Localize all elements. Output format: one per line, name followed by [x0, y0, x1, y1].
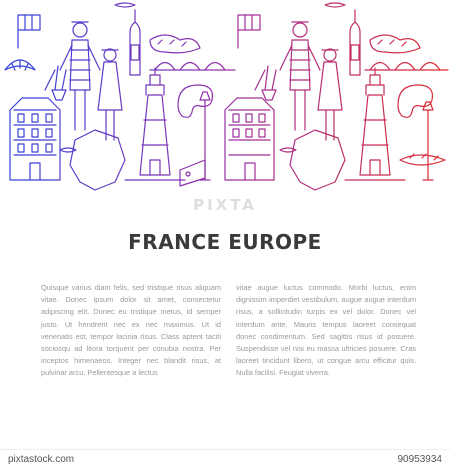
- site-name: pixtastock.com: [8, 454, 75, 465]
- france-map-icon: [290, 130, 345, 190]
- lamp-icon: [423, 102, 433, 180]
- building-icon: [225, 98, 274, 180]
- flag-icon: [238, 15, 260, 48]
- woman-figure-icon: [98, 49, 122, 140]
- body-text-right-column: [236, 282, 416, 380]
- building-icon: [10, 98, 60, 180]
- palette-icon: [398, 85, 432, 117]
- watermark: PIXTA: [193, 196, 257, 214]
- france-line-art-banner: [0, 0, 450, 200]
- palette-icon: [178, 85, 212, 117]
- body-text-left-column: [41, 282, 221, 380]
- lavender-icon: [255, 66, 276, 100]
- lighthouse-icon: [125, 68, 185, 180]
- baguette-icon: [150, 35, 200, 53]
- baguette-icon: [370, 35, 420, 53]
- mime-figure-icon: [60, 22, 100, 130]
- paragraph: vitae augue luctus commodo. Morbi luctus, enim dignissim imperdiet vestibulum, augue augue interdum risus, a sollicitudin turpis ex vel dolor. Donec vel interdum ante. Mauris tempus laoreet consequat donec condimentum. Sed sagittis risus id posuere. Suspendisse vel nisi eu massa ultricies posuere. Cras laoreet tincidunt libero, ut congue arcu efficitur quis. Nulla facilisi. Feugiat viverra.: [236, 283, 416, 378]
- croissant-icon: [5, 60, 35, 70]
- image-id: 90953934: [397, 454, 442, 465]
- lighthouse-icon: [345, 68, 405, 180]
- page-title: FRANCE EUROPE: [128, 230, 322, 254]
- woman-figure-icon: [318, 49, 342, 140]
- cheese-icon: [180, 160, 205, 186]
- france-map-icon: [70, 130, 125, 190]
- lavender-icon: [45, 66, 66, 100]
- footer-bar: [0, 449, 450, 469]
- flag-icon: [18, 15, 40, 48]
- paragraph: Quisque varius diam felis, sed tristique risus aliquam vitae. Donec ipsum dolor sit amet, consectetur adipiscing elit. Donec eu tristique metus, id semper justo. Ut hendrerit nec ex nec maximus. Ut id venenatis est, tempor lacinia risus. Class aptent taciti sociosqu ad litora torquent per conubia nostra. Per inceptos himenaeos. Integer nec blandit risus, at pulvinar arcu. Pellentesque a lectus: [41, 283, 221, 378]
- wine-bottle-icon: [350, 10, 360, 75]
- macaron-icon: [60, 3, 345, 152]
- bridge-icon: [150, 63, 235, 71]
- wine-bottle-icon: [130, 10, 140, 75]
- mime-figure-icon: [280, 22, 320, 130]
- baguette-icon: [400, 154, 445, 165]
- bridge-icon: [365, 63, 448, 71]
